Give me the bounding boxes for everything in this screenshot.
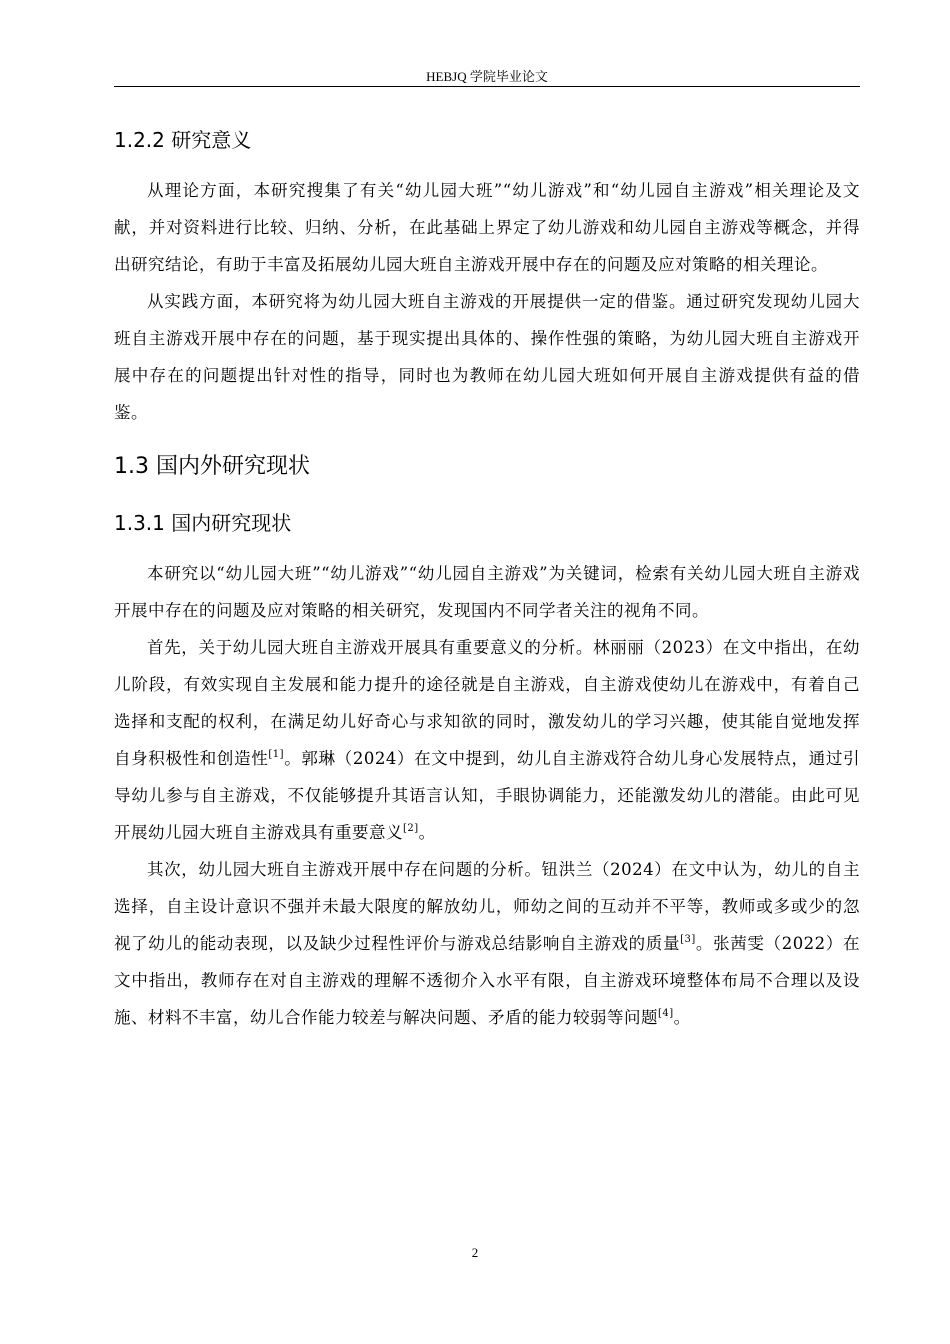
citation-ref-1: [1] bbox=[268, 749, 285, 760]
section-heading-1-3-1: 1.3.1 国内研究现状 bbox=[114, 511, 292, 535]
paragraph-text: 其次，幼儿园大班自主游戏开展中存在问题的分析。钮洪兰（2024）在文中认为，幼儿的自主选择，自主设计意识不强并未最大限度的解放幼儿，师幼之间的互动并不平等，教师或多或少的忽视了幼儿的能动表现，以及缺少过程性评价与游戏总结影响自主游戏的质量 bbox=[114, 860, 860, 953]
citation-ref-3: [3] bbox=[680, 934, 696, 945]
section-heading-1-2-2: 1.2.2 研究意义 bbox=[114, 128, 252, 152]
paragraph-keywords: 本研究以“幼儿园大班”“幼儿游戏”“幼儿园自主游戏”为关键词，检索有关幼儿园大班自主游戏开展中存在的问题及应对策略的相关研究，发现国内不同学者关注的视角不同。 bbox=[114, 564, 860, 620]
section-heading-1-3: 1.3 国内外研究现状 bbox=[114, 454, 310, 479]
page-number: 2 bbox=[471, 1245, 479, 1260]
paragraph-problems bbox=[114, 851, 860, 1036]
paragraph-text: 首先，关于幼儿园大班自主游戏开展具有重要意义的分析。林丽丽（2023）在文中指出，在幼儿阶段，有效实现自主发展和能力提升的途径就是自主游戏，自主游戏使幼儿在游戏中，有着自己选择和支配的权利，在满足幼儿好奇心与求知欲的同时，激发幼儿的学习兴趣，使其能自觉地发挥自身积极性和创造性 bbox=[114, 638, 860, 768]
paragraph-text: 。张茜雯（2022）在文中指出，教师存在对自主游戏的理解不透彻介入水平有限，自主游戏环境整体布局不合理以及设施、材料不丰富，幼儿合作能力较差与解决问题、矛盾的能力较弱等问题 bbox=[114, 934, 860, 1027]
page-header: HEBJQ 学院毕业论文 bbox=[426, 69, 548, 84]
citation-ref-2: [2] bbox=[403, 823, 419, 834]
paragraph-theory: 从理论方面，本研究搜集了有关“幼儿园大班”“幼儿游戏”和“幼儿园自主游戏”相关理论及文献，并对资料进行比较、归纳、分析，在此基础上界定了幼儿游戏和幼儿园自主游戏等概念，并得出研究结论，有助于丰富及拓展幼儿园大班自主游戏开展中存在的问题及应对策略的相关理论。 bbox=[114, 181, 860, 274]
paragraph-practice: 从实践方面，本研究将为幼儿园大班自主游戏的开展提供一定的借鉴。通过研究发现幼儿园大班自主游戏开展中存在的问题，基于现实提出具体的、操作性强的策略，为幼儿园大班自主游戏开展中存在的问题提出针对性的指导，同时也为教师在幼儿园大班如何开展自主游戏提供有益的借鉴。 bbox=[114, 292, 860, 422]
header-divider bbox=[114, 86, 860, 87]
paragraph-text: 。 bbox=[673, 1008, 691, 1027]
page-body bbox=[114, 120, 860, 1036]
paragraph-text: 。 bbox=[418, 823, 436, 842]
citation-ref-4: [4] bbox=[658, 1008, 674, 1019]
paragraph-significance bbox=[114, 629, 860, 851]
paragraph-text: 。郭琳（2024）在文中提到，幼儿自主游戏符合幼儿身心发展特点，通过引导幼儿参与自主游戏，不仅能够提升其语言认知，手眼协调能力，还能激发幼儿的潜能。由此可见开展幼儿园大班自主游戏具有重要意义 bbox=[114, 749, 860, 842]
